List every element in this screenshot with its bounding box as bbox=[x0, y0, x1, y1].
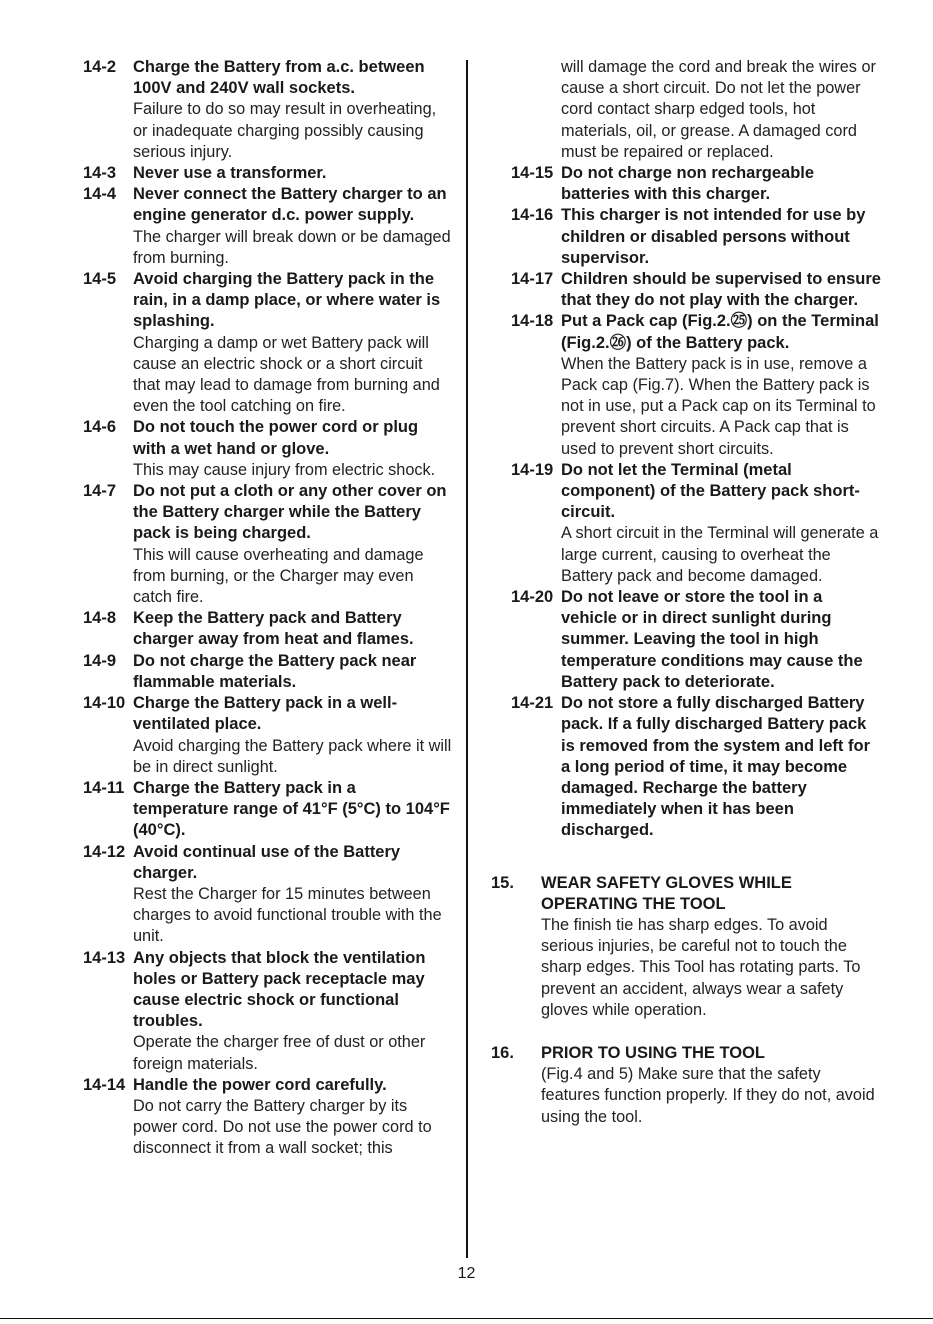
list-item bbox=[83, 842, 453, 948]
item-heading: Never connect the Battery charger to an engine generator d.c. power supply. bbox=[133, 185, 447, 225]
item-heading: Charge the Battery pack in a well-ventilated place. bbox=[133, 694, 398, 734]
section-heading: PRIOR TO USING THE TOOL bbox=[541, 1043, 765, 1062]
item-heading: Charge the Battery pack in a temperature range of 41°F (5°C) to 104°F (40°C). bbox=[133, 778, 450, 840]
item-heading: Do not charge non rechargeable batteries with this charger. bbox=[561, 164, 815, 204]
section-body: (Fig.4 and 5) Make sure that the safety features function properly. If they do not, avoid using the tool. bbox=[541, 1065, 875, 1126]
list-item bbox=[511, 311, 881, 459]
item-body: This will cause overheating and damage from burning, or the Charger may even catch fire. bbox=[133, 545, 424, 607]
list-item bbox=[83, 57, 453, 163]
item-number: 14-13 bbox=[83, 948, 126, 967]
list-item bbox=[83, 778, 453, 842]
item-number: 14-20 bbox=[511, 588, 554, 607]
item-heading: Children should be supervised to ensure that they do not play with the charger. bbox=[561, 270, 881, 310]
right-column bbox=[491, 57, 881, 1128]
item-number: 14-5 bbox=[83, 270, 117, 289]
column-divider bbox=[466, 60, 468, 1258]
item-number: 14-12 bbox=[83, 842, 126, 861]
list-item bbox=[511, 587, 881, 693]
item-number: 14-18 bbox=[511, 312, 554, 331]
list-item bbox=[83, 163, 453, 184]
item-number: 14-3 bbox=[83, 164, 117, 183]
item-body: Avoid charging the Battery pack where it will be in direct sunlight. bbox=[133, 736, 452, 776]
item-heading: Do not charge the Battery pack near flammable materials. bbox=[133, 651, 417, 691]
item-heading: Do not let the Terminal (metal component) of the Battery pack short-circuit. bbox=[561, 460, 860, 522]
item-number: 14-15 bbox=[511, 164, 554, 183]
item-body: The charger will break down or be damaged from burning. bbox=[133, 227, 451, 267]
item-number: 14-9 bbox=[83, 651, 117, 670]
section-body: The finish tie has sharp edges. To avoid serious injuries, be careful not to touch the sharp edges. This Tool has rotating parts. To prevent an accident, always wear a safety gloves while operation. bbox=[541, 915, 861, 1019]
list-item bbox=[83, 417, 453, 481]
item-number: 14-4 bbox=[83, 185, 117, 204]
item-body: Failure to do so may result in overheating, or inadequate charging possibly causing serious injury. bbox=[133, 100, 437, 161]
bottom-rule bbox=[0, 1318, 933, 1319]
item-heading: Put a Pack cap (Fig.2.㉕) on the Terminal (Fig.2.㉖) of the Battery pack. bbox=[561, 312, 879, 352]
item-heading: Handle the power cord carefully. bbox=[133, 1075, 387, 1094]
list-item bbox=[83, 1075, 453, 1160]
item-number: 14-17 bbox=[511, 270, 554, 289]
list-item bbox=[511, 460, 881, 587]
item-heading: Do not put a cloth or any other cover on the Battery charger while the Battery pack is being charged. bbox=[133, 482, 447, 543]
list-item bbox=[511, 163, 881, 205]
item-number: 14-2 bbox=[83, 58, 117, 76]
item-body: A short circuit in the Terminal will generate a large current, causing to overheat the Battery pack and become damaged. bbox=[561, 524, 879, 585]
list-item bbox=[83, 948, 453, 1075]
section-15 bbox=[491, 873, 881, 1021]
item-body: will damage the cord and break the wires or cause a short circuit. Do not let the power cord contact sharp edged tools, hot materials, oil, or grease. A damaged cord must be repaired or replaced. bbox=[561, 58, 876, 161]
item-body: Do not carry the Battery charger by its power cord. Do not use the power cord to disconnect it from a wall socket; this bbox=[133, 1096, 432, 1158]
item-number: 14-14 bbox=[83, 1075, 126, 1094]
item-heading: This charger is not intended for use by children or disabled persons without supervisor. bbox=[561, 206, 866, 267]
item-number: 14-16 bbox=[511, 206, 554, 225]
list-item bbox=[511, 269, 881, 311]
item-body: When the Battery pack is in use, remove a Pack cap (Fig.7). When the Battery pack is not in use, put a Pack cap on its Terminal to prevent short circuits. A Pack cap that is used to prevent short circuits. bbox=[561, 354, 876, 458]
item-heading: Keep the Battery pack and Battery charger away from heat and flames. bbox=[133, 609, 414, 649]
section-number: 16. bbox=[491, 1043, 514, 1062]
item-body: Rest the Charger for 15 minutes between charges to avoid functional trouble with the unit. bbox=[133, 884, 442, 946]
item-heading: Charge the Battery from a.c. between 100V and 240V wall sockets. bbox=[133, 58, 425, 98]
item-number: 14-11 bbox=[83, 778, 125, 797]
item-body: This may cause injury from electric shock. bbox=[133, 460, 436, 479]
left-column bbox=[83, 57, 453, 1160]
page-number: 12 bbox=[457, 1265, 476, 1282]
item-heading: Do not leave or store the tool in a vehicle or in direct sunlight during summer. Leaving the tool in high temperature conditions may cause the Battery pack to deteriorate. bbox=[561, 588, 863, 691]
list-item bbox=[83, 184, 453, 269]
item-heading: Never use a transformer. bbox=[133, 164, 327, 183]
list-item bbox=[83, 693, 453, 778]
item-number: 14-7 bbox=[83, 482, 117, 501]
item-number: 14-19 bbox=[511, 460, 554, 479]
list-item-continuation bbox=[511, 57, 881, 163]
list-item bbox=[511, 205, 881, 269]
item-body: Operate the charger free of dust or other foreign materials. bbox=[133, 1033, 426, 1073]
item-heading: Avoid charging the Battery pack in the rain, in a damp place, or where water is splashing. bbox=[133, 270, 441, 331]
item-number: 14-10 bbox=[83, 694, 126, 713]
item-number: 14-8 bbox=[83, 609, 117, 628]
section-16 bbox=[491, 1043, 881, 1128]
list-item bbox=[83, 651, 453, 693]
list-item bbox=[83, 269, 453, 417]
list-item bbox=[83, 481, 453, 608]
item-heading: Do not store a fully discharged Battery pack. If a fully discharged Battery pack is removed from the system and left for a long period of time, it may become damaged. Recharge the battery immediately when it has been discharged. bbox=[561, 694, 870, 840]
item-heading: Do not touch the power cord or plug with a wet hand or glove. bbox=[133, 418, 419, 458]
list-item bbox=[83, 608, 453, 650]
item-body: Charging a damp or wet Battery pack will cause an electric shock or a short circuit that may lead to damage from burning and even the tool catching on fire. bbox=[133, 333, 440, 416]
list-item bbox=[511, 693, 881, 841]
section-number: 15. bbox=[491, 873, 514, 892]
section-heading: WEAR SAFETY GLOVES WHILE OPERATING THE TOOL bbox=[541, 873, 792, 913]
item-heading: Avoid continual use of the Battery charger. bbox=[133, 842, 401, 882]
item-heading: Any objects that block the ventilation holes or Battery pack receptacle may cause electric shock or functional troubles. bbox=[133, 948, 426, 1031]
item-number: 14-21 bbox=[511, 694, 554, 713]
item-number: 14-6 bbox=[83, 418, 117, 437]
